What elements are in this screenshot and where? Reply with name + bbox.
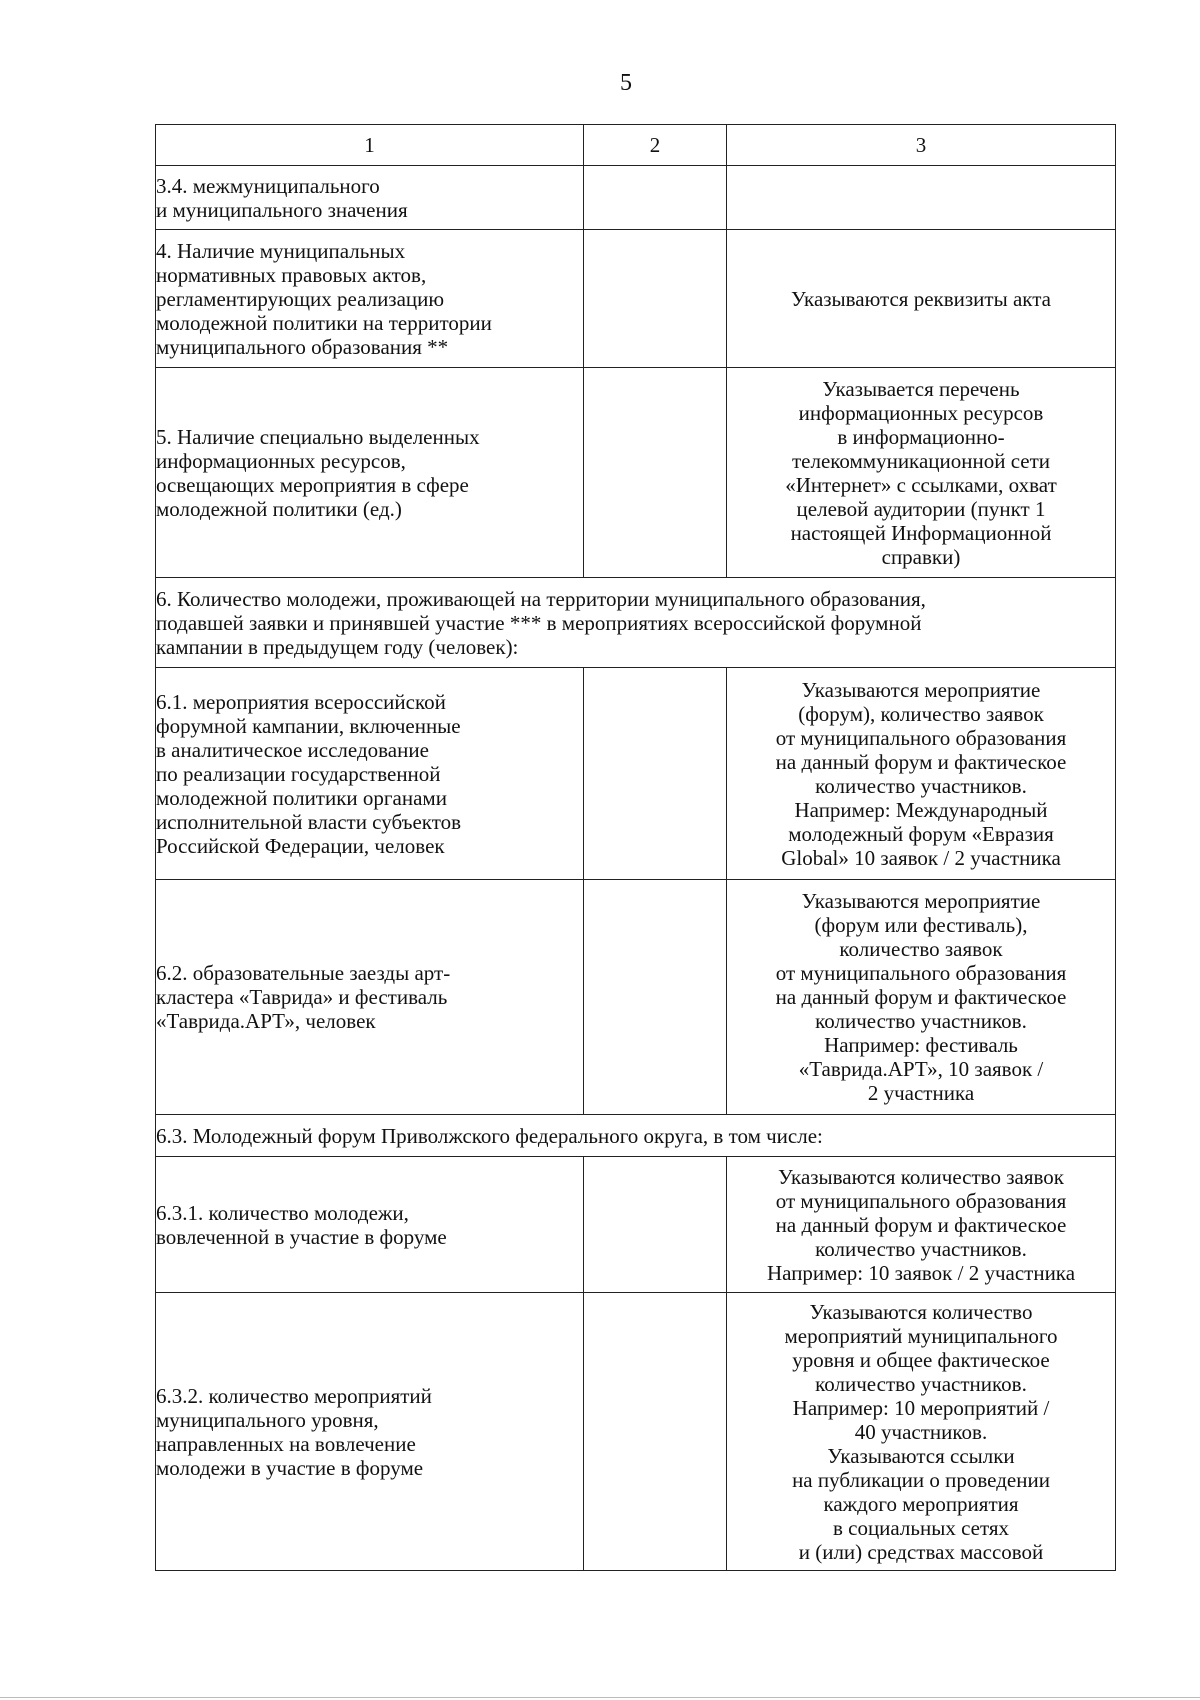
row-value: [584, 230, 727, 368]
page-number: 5: [620, 70, 632, 96]
row-indicator: 6.1. мероприятия всероссийской форумной кампании, включенные в аналитическое исследование по реализации государственной молодежной политики органами исполнительной власти субъектов Российской Федерации, человек: [156, 668, 584, 880]
row-value: [584, 668, 727, 880]
section-row: [156, 1115, 1116, 1157]
row-value: [584, 166, 727, 230]
row-note: Указываются количество заявок от муниципального образования на данный форум и фактическое количество участников. Например: 10 заявок / 2 участника: [727, 1157, 1116, 1293]
table-row: [156, 230, 1116, 368]
table-row: [156, 1293, 1116, 1571]
section-6-heading: 6. Количество молодежи, проживающей на территории муниципального образования, подавшей заявки и принявшей участие *** в мероприятиях всероссийской форумной кампании в предыдущем году (человек):: [156, 578, 1116, 668]
row-indicator: 6.3.1. количество молодежи, вовлеченной в участие в форуме: [156, 1157, 584, 1293]
row-value: [584, 368, 727, 578]
row-indicator: 5. Наличие специально выделенных информационных ресурсов, освещающих мероприятия в сфере молодежной политики (ед.): [156, 368, 584, 578]
table-row: [156, 368, 1116, 578]
table-row: [156, 880, 1116, 1115]
table-row: [156, 1157, 1116, 1293]
table-header-row: [156, 125, 1116, 166]
row-note: Указываются мероприятие (форум), количество заявок от муниципального образования на данный форум и фактическое количество участников. Например: Международный молодежный форум «Евразия Global» 10 заявок / 2 участника: [727, 668, 1116, 880]
page-bottom-edge: [0, 1697, 1200, 1698]
row-value: [584, 1157, 727, 1293]
row-indicator: 3.4. межмуниципального и муниципального значения: [156, 166, 584, 230]
section-6-3-heading: 6.3. Молодежный форум Приволжского федерального округа, в том числе:: [156, 1115, 1116, 1157]
row-note: Указываются мероприятие (форум или фестиваль), количество заявок от муниципального образования на данный форум и фактическое количество участников. Например: фестиваль «Таврида.АРТ», 10 заявок / 2 участника: [727, 880, 1116, 1115]
table-row: [156, 166, 1116, 230]
row-value: [584, 1293, 727, 1571]
row-note: [727, 166, 1116, 230]
row-indicator: 6.3.2. количество мероприятий муниципального уровня, направленных на вовлечение молодежи в участие в форуме: [156, 1293, 584, 1571]
section-row: [156, 578, 1116, 668]
table-row: [156, 668, 1116, 880]
row-indicator: 4. Наличие муниципальных нормативных правовых актов, регламентирующих реализацию молодежной политики на территории муниципального образования **: [156, 230, 584, 368]
column-header-2: 2: [584, 125, 727, 166]
row-note: Указываются реквизиты акта: [727, 230, 1116, 368]
row-note: Указывается перечень информационных ресурсов в информационно- телекоммуникационной сети «Интернет» с ссылками, охват целевой аудитории (пункт 1 настоящей Информационной справки): [727, 368, 1116, 578]
row-indicator: 6.2. образовательные заезды арт- кластера «Таврида» и фестиваль «Таврида.АРТ», человек: [156, 880, 584, 1115]
row-note: Указываются количество мероприятий муниципального уровня и общее фактическое количество участников. Например: 10 мероприятий / 40 участников. Указываются ссылки на публикации о проведении каждого мероприятия в социальных сетях и (или) средствах массовой: [727, 1293, 1116, 1571]
info-table: [155, 124, 1116, 1571]
column-header-1: 1: [156, 125, 584, 166]
column-header-3: 3: [727, 125, 1116, 166]
row-value: [584, 880, 727, 1115]
